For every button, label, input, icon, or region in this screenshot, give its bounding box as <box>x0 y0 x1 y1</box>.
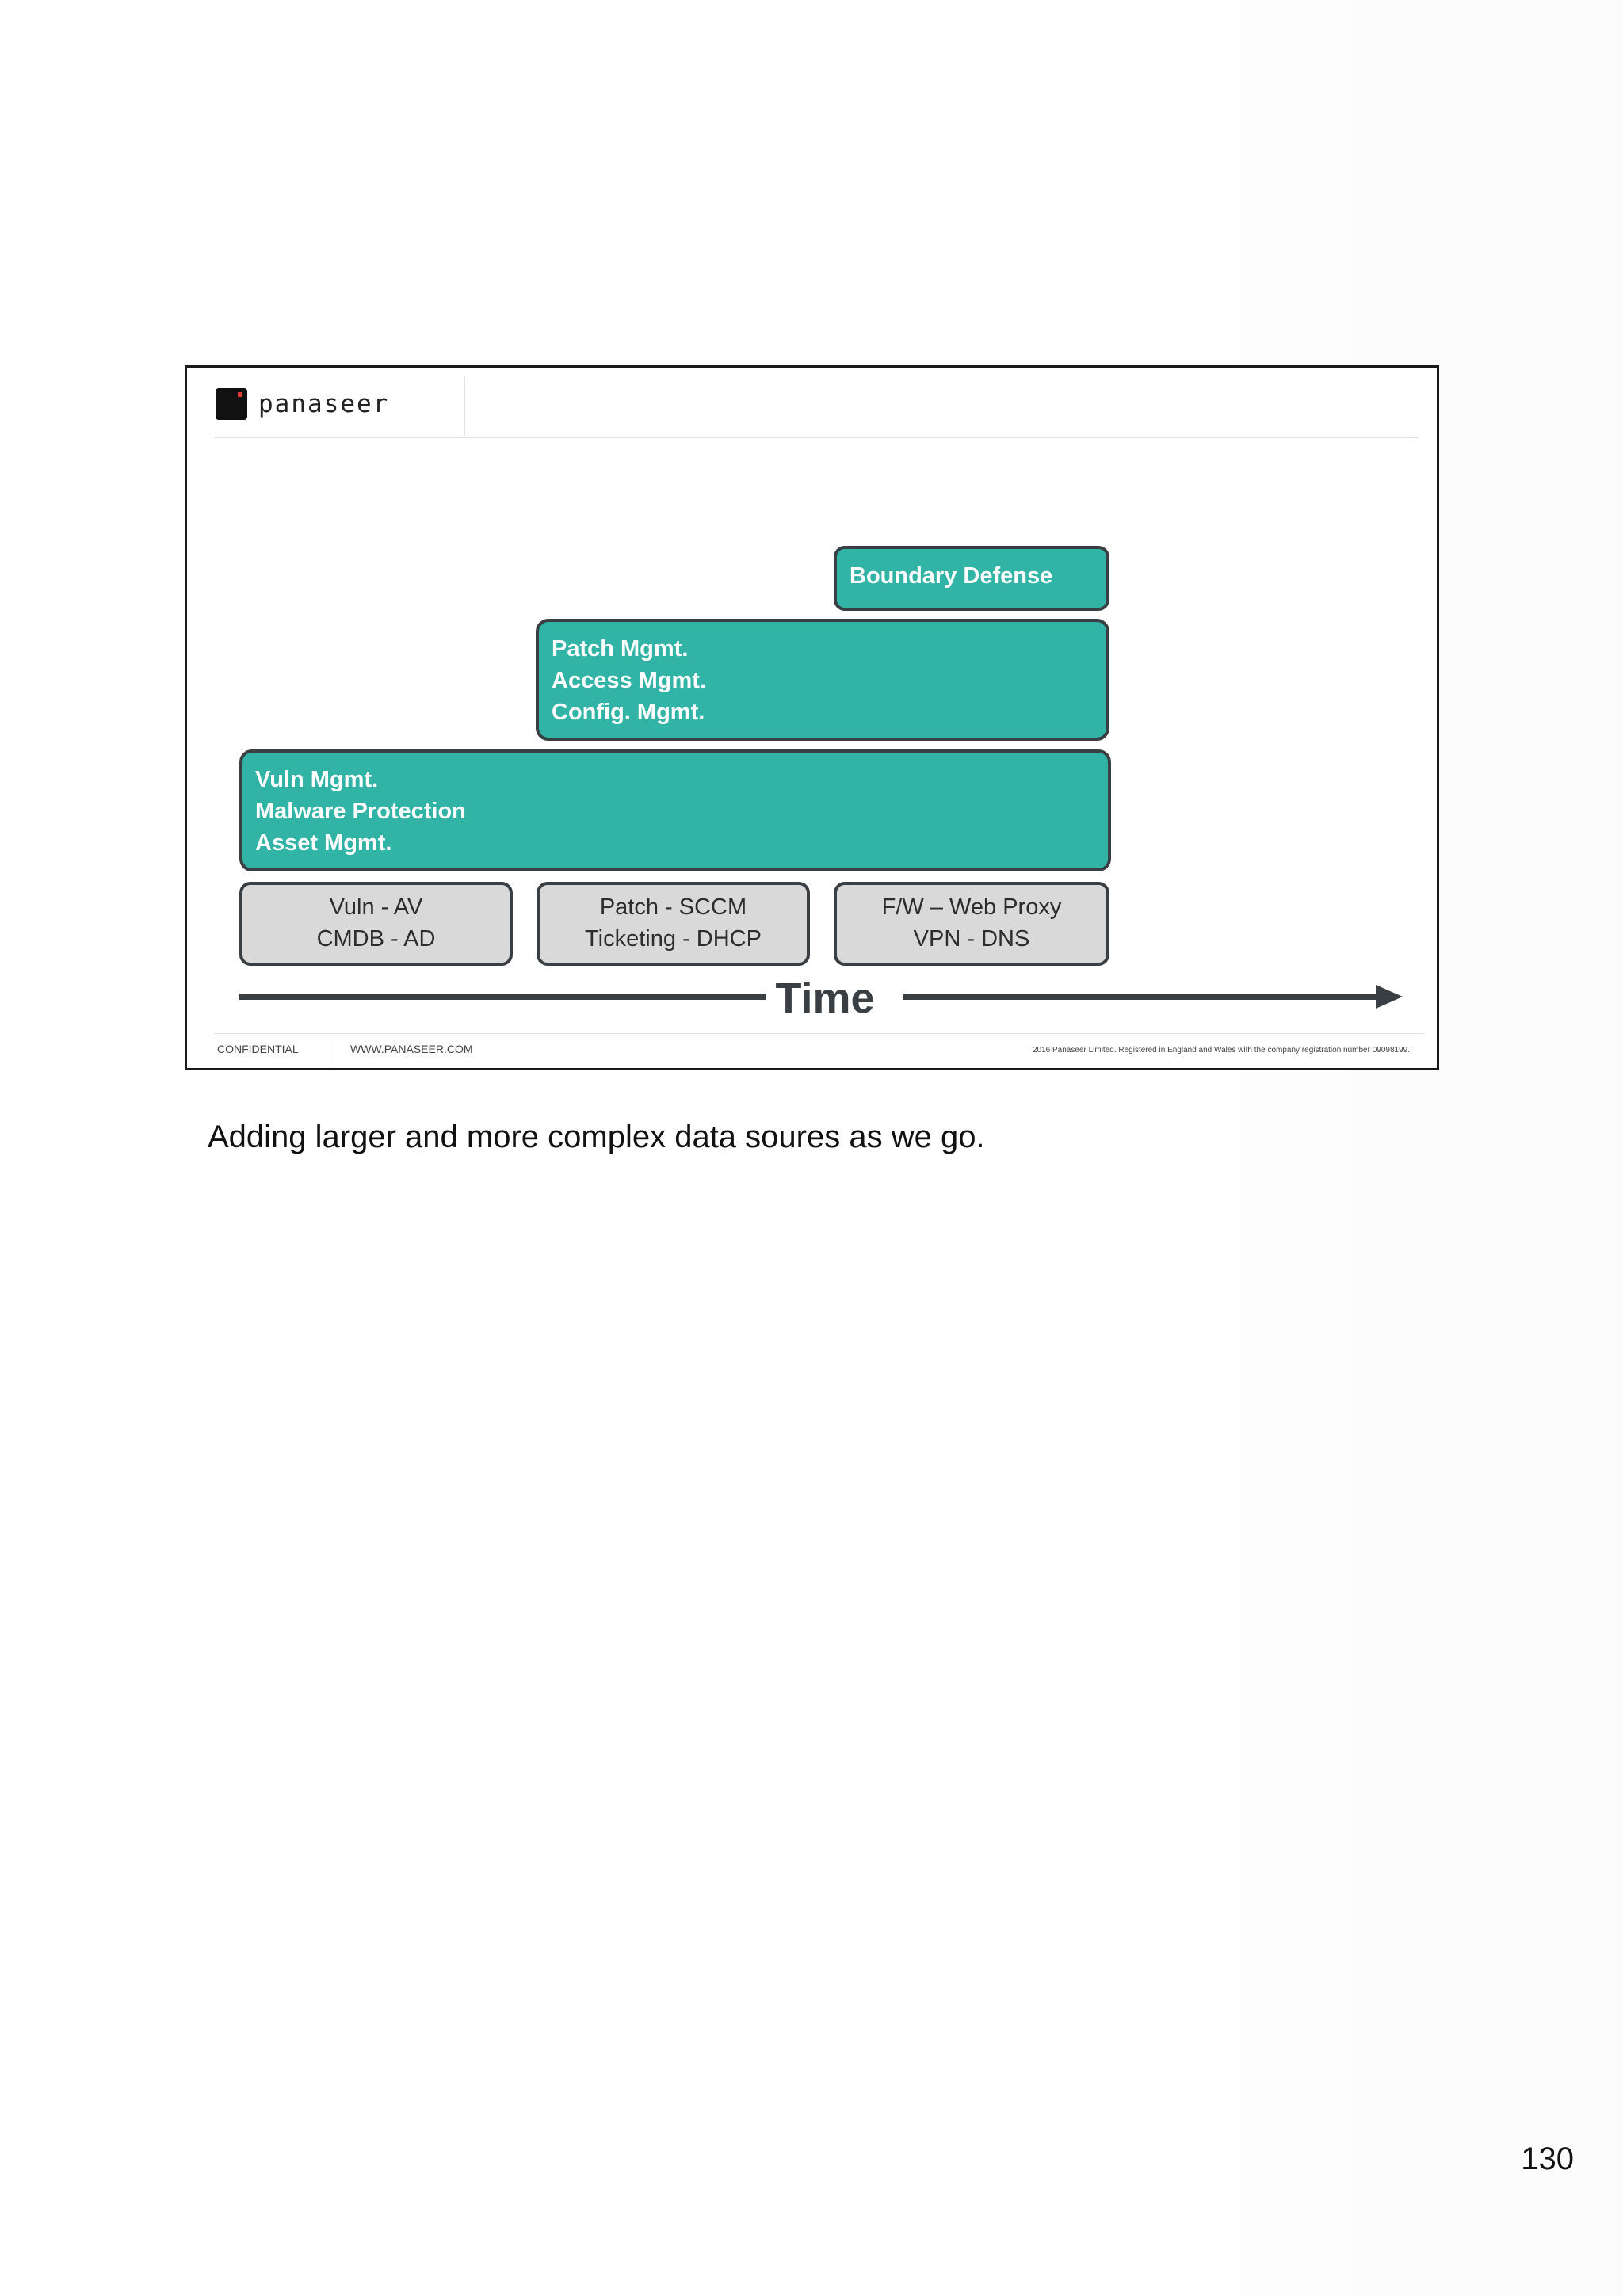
time-axis-line-left <box>239 994 766 1000</box>
boundary-defense-block <box>834 546 1109 611</box>
vuln-malware-asset-block <box>239 749 1111 871</box>
footer-divider <box>214 1033 1425 1034</box>
source-label: Vuln - AV <box>329 894 423 920</box>
source-label: CMDB - AD <box>316 926 436 952</box>
source-label: Ticketing - DHCP <box>585 926 762 952</box>
footer-legal-notice: 2016 Panaseer Limited. Registered in England and Wales with the company registration number 09098199. <box>1032 1046 1410 1055</box>
data-source-box-1 <box>239 882 513 966</box>
source-label: VPN - DNS <box>913 926 1030 952</box>
block-label: Vuln Mgmt. <box>255 767 379 792</box>
time-axis-line-right <box>903 994 1378 1000</box>
source-label: Patch - SCCM <box>599 894 747 920</box>
patch-access-config-block <box>536 619 1109 741</box>
header-divider <box>214 437 1419 438</box>
slide-caption: Adding larger and more complex data soures as we go. <box>208 1119 985 1154</box>
block-label: Asset Mgmt. <box>255 830 392 856</box>
panaseer-logo-icon <box>216 388 247 420</box>
data-source-box-2 <box>537 882 810 966</box>
block-label: Patch Mgmt. <box>552 636 689 662</box>
header-divider-vertical <box>464 376 465 436</box>
panaseer-logo <box>216 388 389 420</box>
block-label: Config. Mgmt. <box>552 700 705 725</box>
footer-website: WWW.PANASEER.COM <box>350 1043 473 1055</box>
source-label: F/W – Web Proxy <box>881 894 1062 920</box>
logo-text: panaseer <box>258 390 390 418</box>
block-label: Boundary Defense <box>850 563 1053 589</box>
page-number: 130 <box>1521 2142 1574 2176</box>
data-source-box-3 <box>834 882 1109 966</box>
block-label: Access Mgmt. <box>552 668 707 693</box>
footer-confidential: CONFIDENTIAL <box>217 1043 299 1055</box>
time-axis-label: Time <box>775 974 875 1022</box>
slide <box>185 365 1439 1070</box>
block-label: Malware Protection <box>255 799 466 824</box>
arrow-right-icon <box>1376 985 1403 1009</box>
